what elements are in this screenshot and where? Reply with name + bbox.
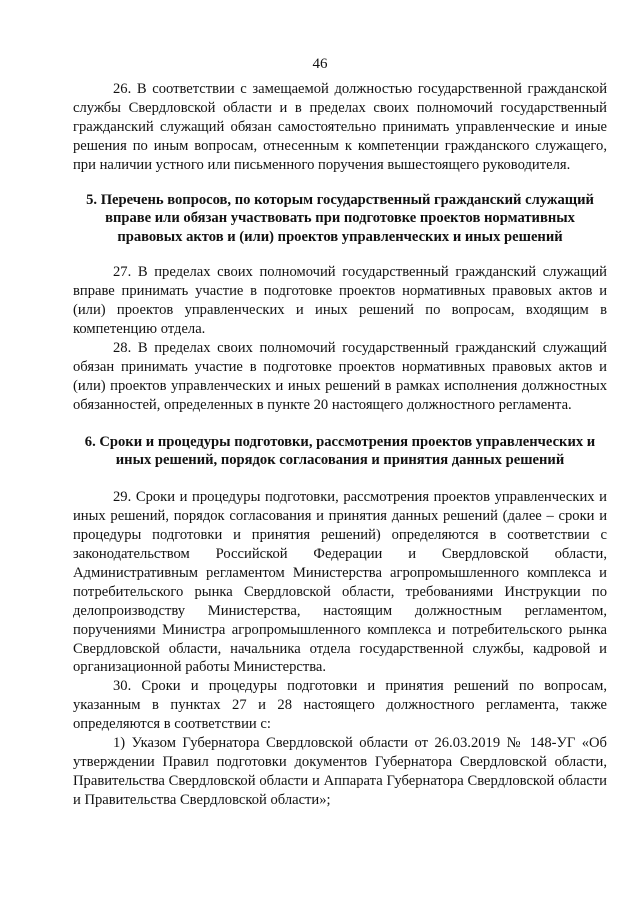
section-6-heading: 6. Сроки и процедуры подготовки, рассмотрения проектов управленческих и иных решений, порядок согласования и принятия данных решений — [84, 433, 596, 469]
page-number: 46 — [312, 56, 328, 72]
paragraph-30: 30. Сроки и процедуры подготовки и принятия решений по вопросам, указанным в пунктах 27 и 28 настоящего должностного регламента, также определяются в соответствии с: — [73, 678, 607, 733]
document-body — [73, 80, 607, 810]
section-5-heading: 5. Перечень вопросов, по которым государственный гражданский служащий вправе или обязан участвовать при подготовке проектов нормативных правовых актов и (или) проектов управленческих и иных решений — [86, 191, 594, 246]
paragraph-26: 26. В соответствии с замещаемой должностью государственной гражданской службы Свердловской области и в пределах своих полномочий государственный гражданский служащий обязан самостоятельно принимать управленческие и иные решения по иным вопросам, отнесенным к компетенции гражданского служащего, при наличии устного или письменного поручения вышестоящего руководителя. — [73, 81, 607, 173]
paragraph-28: 28. В пределах своих полномочий государственный гражданский служащий обязан принимать участие в подготовке проектов нормативных правовых актов и (или) проектов управленческих и иных решений в рамках исполнения должностных обязанностей, определенных в пункте 20 настоящего должностного регламента. — [73, 339, 607, 413]
paragraph-29: 29. Сроки и процедуры подготовки, рассмотрения проектов управленческих и иных решений, порядок согласования и принятия данных решений (далее – сроки и процедуры подготовки и принятия решений) определяются в соответствии с законодательством Российской Федерации и Свердловской области, Административным регламентом Министерства агропромышленного комплекса и потребительского рынка Свердловской области, требованиями Инструкции по делопроизводству Министерства, настоящим должностным регламентом, поручениями Министра агропромышленного комплекса и потребительского рынка Свердловской области, начальника отдела государственной службы, кадровой и организационной работы Министерства. — [73, 489, 607, 676]
paragraph-27: 27. В пределах своих полномочий государственный гражданский служащий вправе принимать участие в подготовке проектов нормативных правовых актов и (или) проектов управленческих и иных решений по вопросам, входящим в компетенцию отдела. — [73, 264, 607, 337]
paragraph-30-item-1: 1) Указом Губернатора Свердловской области от 26.03.2019 № 148-УГ «Об утверждении Правил подготовки документов Губернатора Свердловской области, Правительства Свердловской области и Аппарата Губернатора Свердловской области и Правительства Свердловской области»; — [73, 735, 607, 808]
